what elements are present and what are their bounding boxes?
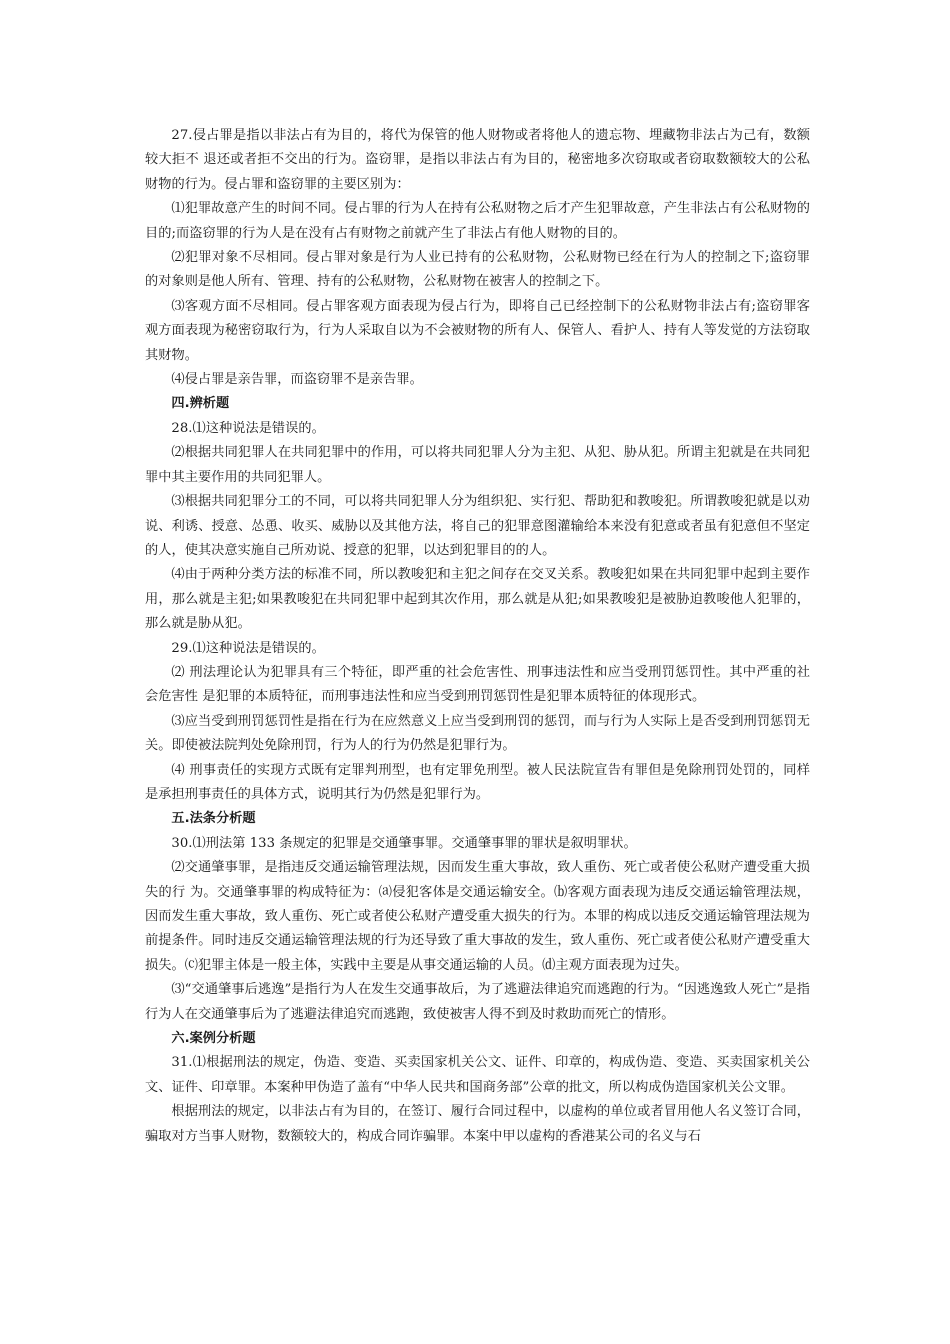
paragraph: ⑵ 刑法理论认为犯罪具有三个特征，即严重的社会危害性、刑事违法性和应当受刑罚惩罚性。其中严重的社会危害性 是犯罪的本质特征，而刑事违法性和应当受到刑罚惩罚性是犯罪本质特征的体现形式。 — [145, 664, 810, 705]
paragraph: ⑷ 刑事责任的实现方式既有定罪判刑型，也有定罪免刑型。被人民法院宣告有罪但是免除刑罚处罚的，同样是承担刑事责任的具体方式，说明其行为仍然是犯罪行为。 — [145, 762, 810, 802]
paragraph: ⑵交通肇事罪，是指违反交通运输管理法规，因而发生重大事故，致人重伤、死亡或者使公私财产遭受重大损失的行 为。交通肇事罪的构成特征为：⒜侵犯客体是交通运输安全。⒝客观方面表现为违反交通运输管理法规，因而发生重大事故，致人重伤、死亡或者使公私财产遭受重大损失的行为。本罪的构成以违反交通运输管理法规为前提条件。同时违反交通运输管理法规的行为还导致了重大事故的发生，致人重伤、死亡或者使公私财产遭受重大损失。⒞犯罪主体是一般主体，实践中主要是从事交通运输的人员。⒟主观方面表现为过失。 — [145, 860, 810, 973]
paragraph: 28.⑴这种说法是错误的。 — [171, 420, 325, 436]
section-heading: 六.案例分析题 — [171, 1031, 256, 1047]
paragraph: ⑶“交通肇事后逃逸”是指行为人在发生交通事故后，为了逃避法律追究而逃跑的行为。“因逃逸致人死亡”是指行为人在交通肇事后为了逃避法律追究而逃跑，致使被害人得不到及时救助而死亡的情形。 — [145, 982, 810, 1022]
paragraph: ⑵根据共同犯罪人在共同犯罪中的作用，可以将共同犯罪人分为主犯、从犯、胁从犯。所谓主犯就是在共同犯罪中其主要作用的共同犯罪人。 — [145, 445, 810, 485]
document-page — [145, 124, 810, 1149]
section-heading: 四.辨析题 — [171, 396, 230, 412]
section-heading: 五.法条分析题 — [171, 811, 256, 827]
paragraph: ⑵犯罪对象不尽相同。侵占罪对象是行为人业已持有的公私财物，公私财物已经在行为人的控制之下;盗窃罪的对象则是他人所有、管理、持有的公私财物，公私财物在被害人的控制之下。 — [145, 250, 810, 290]
paragraph: ⑷侵占罪是亲告罪，而盗窃罪不是亲告罪。 — [171, 372, 423, 388]
paragraph: 根据刑法的规定，以非法占有为目的，在签订、履行合同过程中，以虚构的单位或者冒用他人名义签订合同，骗取对方当事人财物，数额较大的，构成合同诈骗罪。本案中甲以虚构的香港某公司的名义与石 — [145, 1104, 810, 1144]
paragraph: 30.⑴刑法第 133 条规定的犯罪是交通肇事罪。交通肇事罪的罪状是叙明罪状。 — [171, 835, 637, 851]
paragraph: 31.⑴根据刑法的规定，伪造、变造、买卖国家机关公文、证件、印章的，构成伪造、变造、买卖国家机关公文、证件、印章罪。本案种甲伪造了盖有“中华人民共和国商务部”公章的批文，所以构成伪造国家机关公文罪。 — [145, 1055, 810, 1095]
paragraph: ⑷由于两种分类方法的标准不同，所以教唆犯和主犯之间存在交叉关系。教唆犯如果在共同犯罪中起到主要作用，那么就是主犯;如果教唆犯在共同犯罪中起到其次作用，那么就是从犯;如果教唆犯是被胁迫教唆他人犯罪的，那么就是胁从犯。 — [145, 567, 810, 632]
paragraph: 29.⑴这种说法是错误的。 — [171, 640, 325, 656]
paragraph: ⑶应当受到刑罚惩罚性是指在行为在应然意义上应当受到刑罚的惩罚，而与行为人实际上是否受到刑罚惩罚无关。即使被法院判处免除刑罚，行为人的行为仍然是犯罪行为。 — [145, 713, 810, 754]
paragraph: ⑶客观方面不尽相同。侵占罪客观方面表现为侵占行为，即将自己已经控制下的公私财物非法占有;盗窃罪客观方面表现为秘密窃取行为，行为人采取自以为不会被财物的所有人、保管人、看护人、持有人等发觉的方法窃取其财物。 — [145, 298, 810, 363]
paragraph: ⑶根据共同犯罪分工的不同，可以将共同犯罪人分为组织犯、实行犯、帮助犯和教唆犯。所谓教唆犯就是以劝说、利诱、授意、怂恿、收买、威胁以及其他方法，将自己的犯罪意图灌输给本来没有犯意或者虽有犯意但不坚定的人，使其决意实施自己所劝说、授意的犯罪，以达到犯罪目的的人。 — [145, 494, 810, 558]
paragraph: 27.侵占罪是指以非法占有为目的，将代为保管的他人财物或者将他人的遗忘物、埋藏物非法占为己有，数额较大拒不 退还或者拒不交出的行为。盗窃罪，是指以非法占有为目的，秘密地多次窃取或者窃取数额较大的公私财物的行为。侵占罪和盗窃罪的主要区别为： — [145, 128, 810, 192]
paragraph: ⑴犯罪故意产生的时间不同。侵占罪的行为人在持有公私财物之后才产生犯罪故意，产生非法占有公私财物的目的;而盗窃罪的行为人是在没有占有财物之前就产生了非法占有他人财物的目的。 — [145, 201, 810, 241]
